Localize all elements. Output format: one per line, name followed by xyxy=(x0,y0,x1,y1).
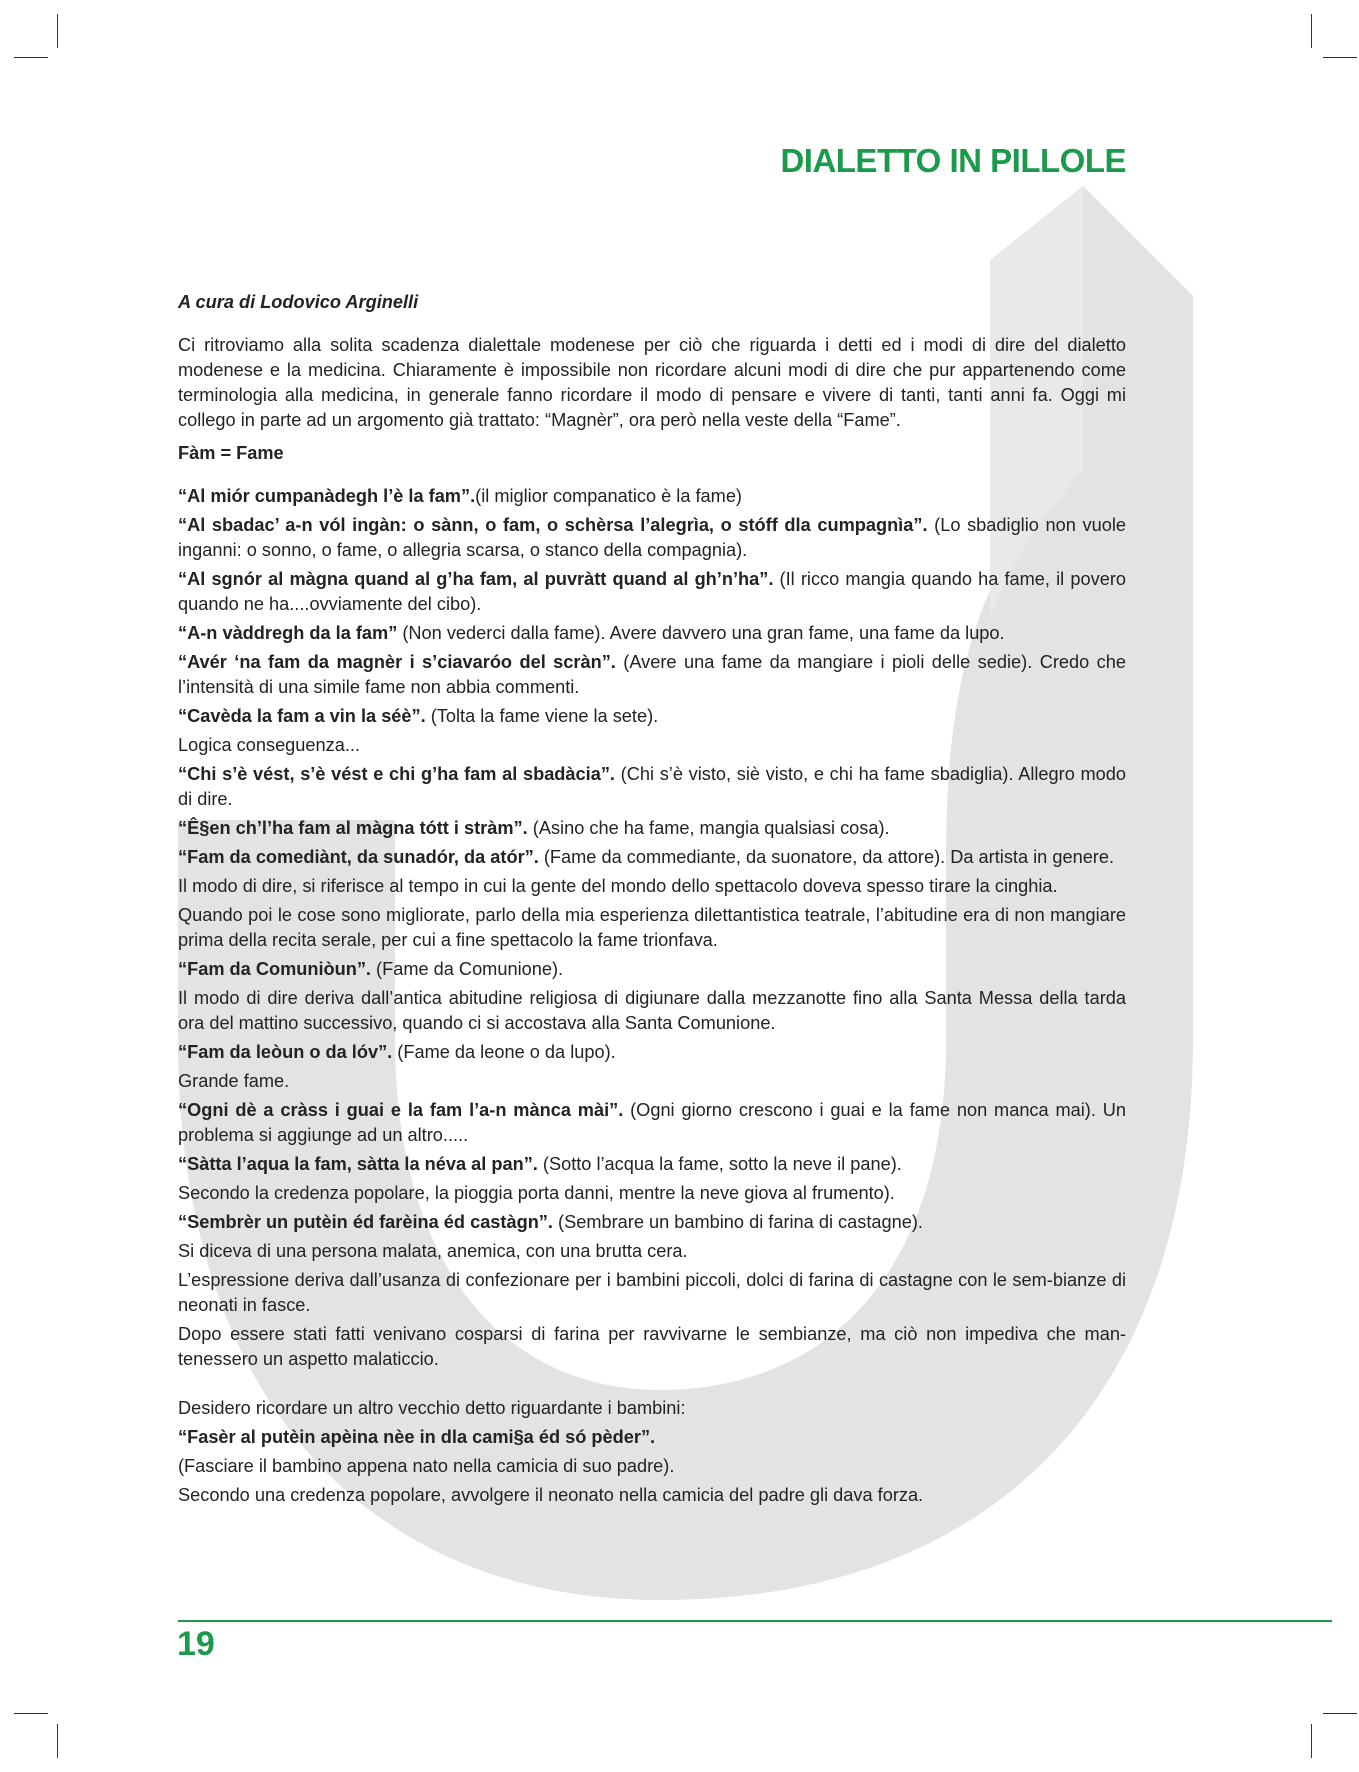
entry-paragraph xyxy=(178,874,1126,899)
entry-saying: “Sàtta l’aqua la fam, sàtta la néva al pan”. xyxy=(178,1154,538,1174)
entry-meaning: (Lo sbadiglio non vuole inganni: o sonno, o fame, o allegria scarsa, o stanco della compagnia). xyxy=(178,515,1126,560)
entry-paragraph xyxy=(178,704,1126,729)
entry-saying: “Al miór cumpanàdegh l’è la fam”. xyxy=(178,486,476,506)
entry-meaning: Dopo essere stati fatti venivano cosparsi di farina per ravvivarne le sembianze, ma ciò non impediva che man-tenessero un aspetto malaticcio. xyxy=(178,1324,1126,1369)
entry-meaning: L’espressione deriva dall’usanza di confezionare per i bambini piccoli, dolci di farina di castagne con le sem-bianze di neonati in fasce. xyxy=(178,1270,1126,1315)
entry-paragraph xyxy=(178,621,1126,646)
entry-saying: “Ogni dè a cràss i guai e la fam l’a-n mànca mài”. xyxy=(178,1100,624,1120)
crop-mark xyxy=(1323,57,1357,58)
page-title: DIALETTO IN PILLOLE xyxy=(780,142,1126,179)
entry-meaning: (Fame da leone o da lupo). xyxy=(392,1042,616,1062)
entry-saying: “A-n vàddregh da la fam” xyxy=(178,623,398,643)
entry-meaning: (Il ricco mangia quando ha fame, il povero quando ne ha....ovviamente del cibo). xyxy=(178,569,1126,614)
entry-saying: “Cavèda la fam a vin la séè”. xyxy=(178,706,426,726)
entry-paragraph xyxy=(178,1181,1126,1206)
entry-saying: “Sembrèr un putèin éd farèina éd castàgn”. xyxy=(178,1212,553,1232)
entry-paragraph xyxy=(178,650,1126,700)
entry-meaning: (Avere una fame da mangiare i pioli delle sedie). Credo che l’intensità di una simile fame non abbia commenti. xyxy=(178,652,1126,697)
crop-mark xyxy=(1311,1724,1312,1758)
entry-saying: “Fam da Comuniòun”. xyxy=(178,959,371,979)
entry-saying: “Ê§en ch’l’ha fam al màgna tótt i stràm”. xyxy=(178,818,528,838)
entry-paragraph xyxy=(178,1040,1126,1065)
entry-paragraph xyxy=(178,1268,1126,1318)
entry-paragraph xyxy=(178,733,1126,758)
entry-meaning: (Sembrare un bambino di farina di castagne). xyxy=(552,1212,923,1232)
author-line: A cura di Lodovico Arginelli xyxy=(178,292,419,312)
entry-meaning: (Fame da commediante, da suonatore, da attore). Da artista in genere. xyxy=(538,847,1115,867)
entry-paragraph xyxy=(178,845,1126,870)
closing-saying xyxy=(178,1425,1126,1450)
entry-paragraph xyxy=(178,957,1126,982)
entry-paragraph xyxy=(178,903,1126,953)
entry-paragraph xyxy=(178,1210,1126,1235)
crop-mark xyxy=(57,1724,58,1758)
entry-meaning: (Ogni giorno crescono i guai e la fame non manca mai). Un problema si aggiunge ad un altro..... xyxy=(178,1100,1126,1145)
closing-section xyxy=(178,1396,1126,1508)
crop-mark xyxy=(1323,1713,1357,1714)
entry-paragraph xyxy=(178,1069,1126,1094)
entry-meaning: Grande fame. xyxy=(178,1071,290,1091)
entry-meaning: (Asino che ha fame, mangia qualsiasi cosa). xyxy=(527,818,890,838)
entry-paragraph xyxy=(178,484,1126,509)
entry-meaning: Il modo di dire deriva dall’antica abitudine religiosa di digiunare dalla mezzanotte fino alla Santa Messa della tarda ora del mattino successivo, quando ci si accostava alla Santa Comunione. xyxy=(178,988,1126,1033)
entry-meaning: (il miglior companatico è la fame) xyxy=(475,486,742,506)
page-number: 19 xyxy=(177,1625,215,1663)
entry-meaning: Quando poi le cose sono migliorate, parlo della mia esperienza dilettantistica teatrale, l’abitudine era di non mangiare prima della recita serale, per cui a fine spettacolo la fame trionfava. xyxy=(178,905,1126,950)
entry-meaning: (Fame da Comunione). xyxy=(371,959,564,979)
entry-saying: “Al sgnór al màgna quand al g’ha fam, al puvràtt quand al gh’n’ha”. xyxy=(178,569,774,589)
entry-meaning: Il modo di dire, si riferisce al tempo in cui la gente del mondo dello spettacolo doveva spesso tirare la cinghia. xyxy=(178,876,1058,896)
entry-meaning: (Non vederci dalla fame). Avere davvero una gran fame, una fame da lupo. xyxy=(397,623,1005,643)
entry-paragraph xyxy=(178,986,1126,1036)
entry-saying: “Fam da comediànt, da sunadór, da atór”. xyxy=(178,847,539,867)
entry-meaning: Secondo la credenza popolare, la pioggia porta danni, mentre la neve giova al frumento). xyxy=(178,1183,895,1203)
closing-intro: Desidero ricordare un altro vecchio detto riguardante i bambini: xyxy=(178,1398,686,1418)
entry-paragraph xyxy=(178,762,1126,812)
entry-paragraph xyxy=(178,1152,1126,1177)
crop-mark xyxy=(1311,14,1312,48)
footer-rule xyxy=(178,1620,1332,1622)
entry-saying: “Fam da leòun o da lóv”. xyxy=(178,1042,393,1062)
section-title: Fàm = Fame xyxy=(178,443,284,463)
entry-meaning: (Tolta la fame viene la sete). xyxy=(425,706,659,726)
entry-paragraph xyxy=(178,513,1126,563)
entry-meaning: (Chi s’è visto, siè visto, e chi ha fame sbadiglia). Allegro modo di dire. xyxy=(178,764,1126,809)
entry-saying: “Avér ‘na fam da magnèr i s’ciavaróo del scràn”. xyxy=(178,652,616,672)
entry-meaning: (Sotto l’acqua la fame, sotto la neve il pane). xyxy=(537,1154,902,1174)
entry-paragraph xyxy=(178,1322,1126,1372)
article-body xyxy=(178,290,1126,1512)
crop-mark xyxy=(57,14,58,48)
entry-paragraph xyxy=(178,816,1126,841)
entry-paragraph xyxy=(178,1098,1126,1148)
intro-paragraph: Ci ritroviamo alla solita scadenza dialettale modenese per ciò che riguarda i detti ed i modi di dire del dialetto modenese e la medicina. Chiaramente è impossibile non ricordare alcuni modi di dire che pur appartenendo come terminologia alla medicina, in generale fanno ricordare il modo di pensare e vivere di tanti, tanti anni fa. Oggi mi collego in parte ad un argomento già trattato: “Magnèr”, ora però nella veste della “Fame”. xyxy=(178,335,1126,430)
entry-meaning: Logica conseguenza... xyxy=(178,735,361,755)
closing-explanation: Secondo una credenza popolare, avvolgere il neonato nella camicia del padre gli dava forza. xyxy=(178,1485,924,1505)
closing-translation: (Fasciare il bambino appena nato nella camicia di suo padre). xyxy=(178,1456,675,1476)
entries-list xyxy=(178,484,1126,1372)
crop-mark xyxy=(14,1713,48,1714)
entry-saying: “Al sbadac’ a-n vól ingàn: o sànn, o fam, o schèrsa l’alegrìa, o stóff dla cumpagnìa”. xyxy=(178,515,928,535)
entry-meaning: Si diceva di una persona malata, anemica, con una brutta cera. xyxy=(178,1241,688,1261)
crop-mark xyxy=(14,57,48,58)
entry-paragraph xyxy=(178,567,1126,617)
closing-saying-text: “Fasèr al putèin apèina nèe in dla cami§a éd só pèder”. xyxy=(178,1427,656,1447)
entry-paragraph xyxy=(178,1239,1126,1264)
entry-saying: “Chi s’è vést, s’è vést e chi g’ha fam al sbadàcia”. xyxy=(178,764,615,784)
